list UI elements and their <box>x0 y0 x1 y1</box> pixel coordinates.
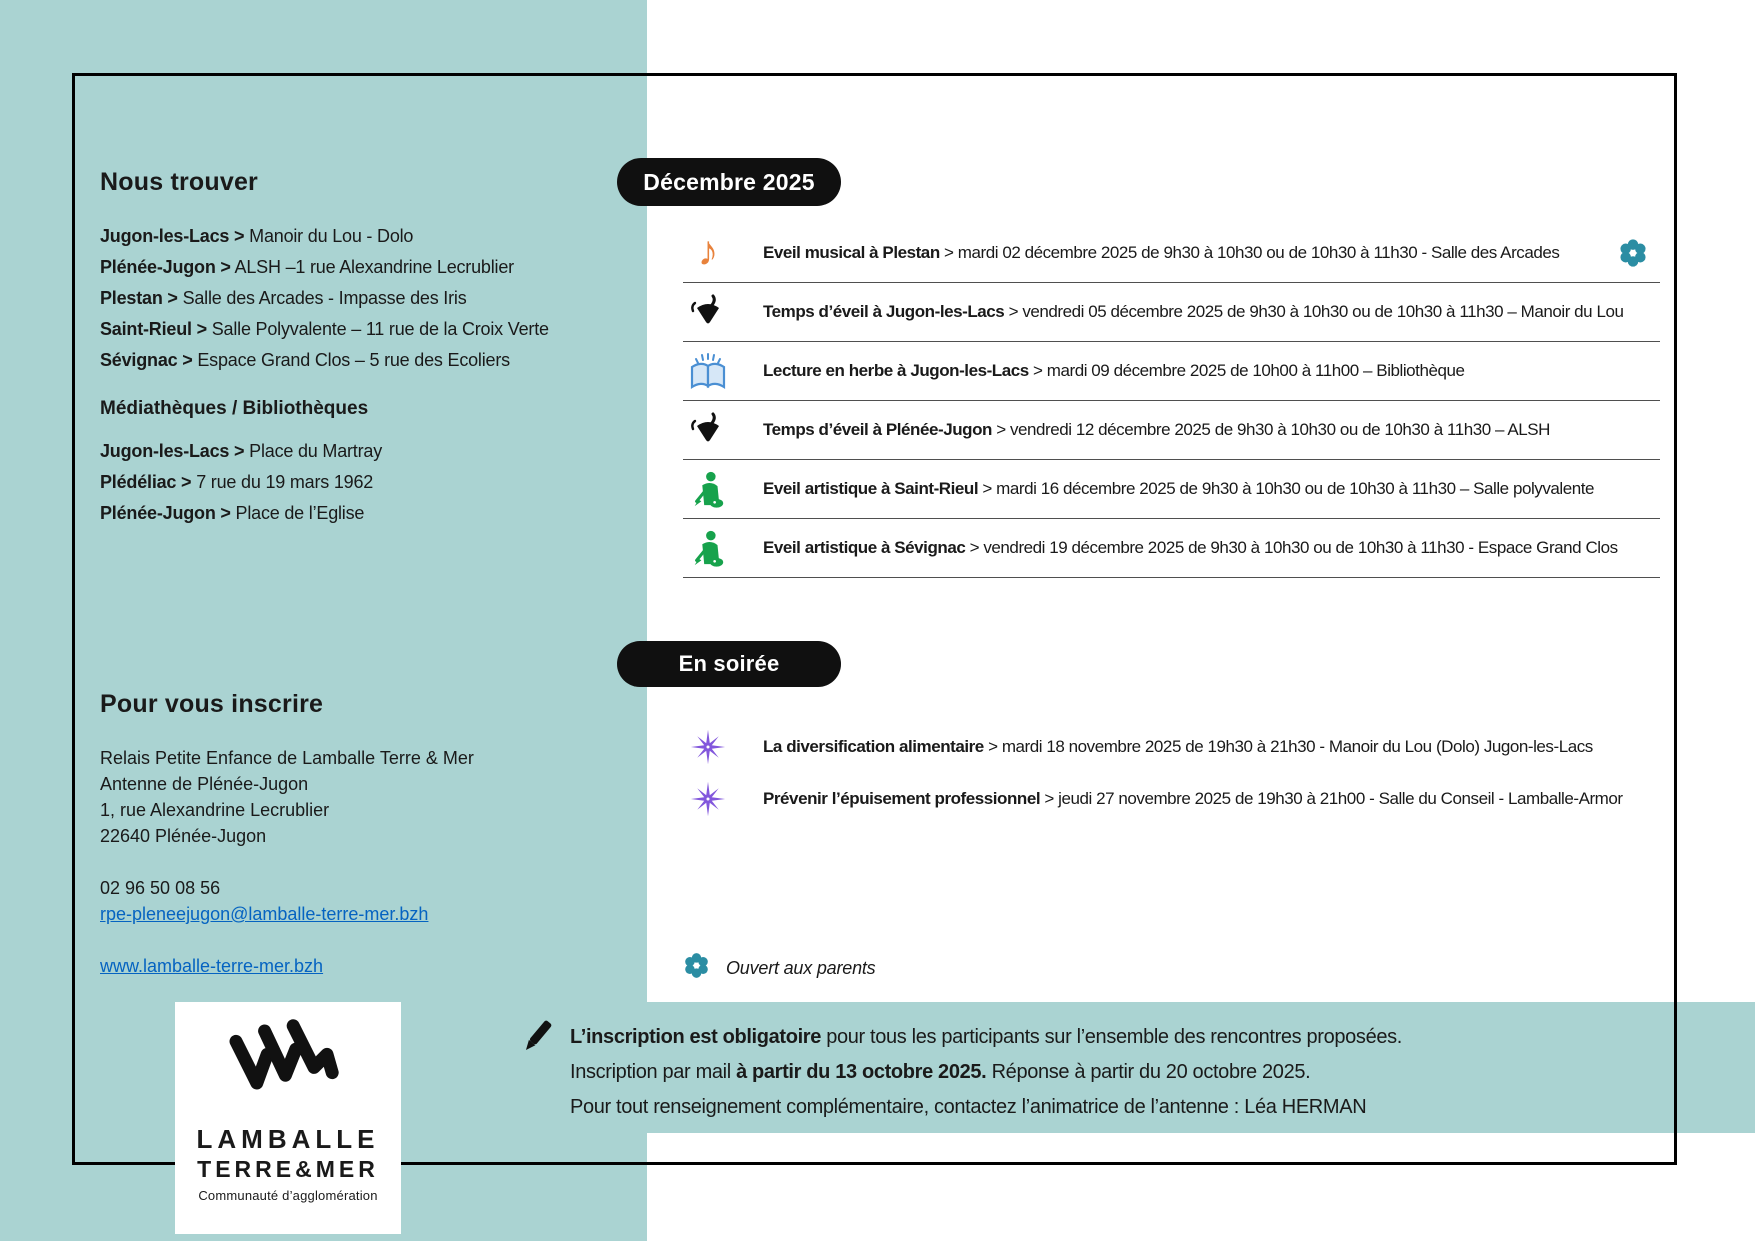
phone-number: 02 96 50 08 56 <box>100 878 221 898</box>
music-note-icon: ♪ <box>697 227 719 274</box>
event-details: > mardi 18 novembre 2025 de 19h30 à 21h30 - Manoir du Lou (Dolo) Jugon-les-Lacs <box>988 737 1593 756</box>
note-bold-text: L’inscription est obligatoire <box>570 1026 821 1048</box>
address-line: 22640 Plénée-Jugon <box>100 826 267 846</box>
location-detail: Espace Grand Clos – 5 rue des Ecoliers <box>197 350 510 370</box>
note-text: Pour tout renseignement complémentaire, contactez l’animatrice de l’antenne : Léa HERMAN <box>570 1096 1367 1118</box>
star-burst-icon <box>683 728 733 766</box>
agency-logo <box>175 1002 401 1234</box>
note-bold-text: à partir du 13 octobre 2025. <box>736 1061 987 1083</box>
legend-open-to-parents <box>683 952 875 984</box>
event-row <box>683 342 1660 401</box>
event-details: > mardi 09 décembre 2025 de 10h00 à 11h00 – Bibliothèque <box>1033 361 1465 380</box>
legend-label: Ouvert aux parents <box>726 957 876 978</box>
address-line: 1, rue Alexandrine Lecrublier <box>100 800 330 820</box>
address-line: Antenne de Plénée-Jugon <box>100 774 309 794</box>
lamballe-logo-mark <box>208 1018 368 1122</box>
location-row <box>100 345 620 376</box>
library-detail: Place de l’Eglise <box>235 503 365 523</box>
location-place: Saint-Rieul > <box>100 319 207 339</box>
note-line <box>570 1020 1530 1055</box>
library-detail: 7 rue du 19 mars 1962 <box>196 472 374 492</box>
library-place: Jugon-les-Lacs > <box>100 441 245 461</box>
libraries-section <box>100 398 620 529</box>
location-detail: Salle des Arcades - Impasse des Iris <box>182 288 467 308</box>
address-block <box>100 745 620 979</box>
event-title: Temps d’éveil à Jugon-les-Lacs <box>763 302 1005 321</box>
note-text: Réponse à partir du 20 octobre 2025. <box>986 1061 1311 1083</box>
event-row <box>683 283 1660 342</box>
logo-text-lamballe: LAMBALLE <box>196 1124 380 1154</box>
event-title: Eveil musical à Plestan <box>763 243 940 262</box>
evening-events-list <box>683 721 1660 825</box>
event-title: Eveil artistique à Sévignac <box>763 538 966 557</box>
painter-icon <box>683 469 733 509</box>
spacer <box>100 849 620 875</box>
library-row <box>100 498 620 529</box>
location-place: Plénée-Jugon > <box>100 257 231 277</box>
location-row <box>100 221 620 252</box>
library-row <box>100 436 620 467</box>
logo-text-terre-mer: TERRE&MER <box>197 1156 379 1182</box>
register-heading: Pour vous inscrire <box>100 690 324 718</box>
find-us-heading: Nous trouver <box>100 168 258 196</box>
library-detail: Place du Martray <box>249 441 383 461</box>
spinning-top-icon <box>683 292 733 332</box>
event-row <box>683 519 1660 578</box>
register-section <box>100 690 620 979</box>
event-row <box>683 224 1660 283</box>
open-book-icon <box>683 350 733 392</box>
painter-icon <box>683 528 733 568</box>
location-place: Sévignac > <box>100 350 193 370</box>
event-title: Prévenir l’épuisement professionnel <box>763 789 1041 808</box>
event-details: > vendredi 05 décembre 2025 de 9h30 à 10h30 ou de 10h30 à 11h30 – Manoir du Lou <box>1008 302 1624 321</box>
event-row <box>683 460 1660 519</box>
location-place: Jugon-les-Lacs > <box>100 226 245 246</box>
email-link[interactable]: rpe-pleneejugon@lamballe-terre-mer.bzh <box>100 904 429 924</box>
library-row <box>100 467 620 498</box>
event-row <box>683 721 1660 773</box>
event-row <box>683 773 1660 825</box>
note-line <box>570 1055 1530 1090</box>
location-row <box>100 283 620 314</box>
library-place: Plénée-Jugon > <box>100 503 231 523</box>
star-burst-icon <box>683 780 733 818</box>
note-line <box>570 1090 1530 1125</box>
find-us-section <box>100 168 620 376</box>
month-pill: Décembre 2025 <box>617 158 841 206</box>
december-events-list <box>683 224 1660 578</box>
event-details: > jeudi 27 novembre 2025 de 19h30 à 21h00 - Salle du Conseil - Lamballe-Armor <box>1044 789 1623 808</box>
location-detail: Salle Polyvalente – 11 rue de la Croix Verte <box>211 319 549 339</box>
event-details: > mardi 02 décembre 2025 de 9h30 à 10h30 ou de 10h30 à 11h30 - Salle des Arcades <box>944 243 1560 262</box>
location-place: Plestan > <box>100 288 178 308</box>
libraries-heading: Médiathèques / Bibliothèques <box>100 398 369 419</box>
location-detail: ALSH –1 rue Alexandrine Lecrublier <box>234 257 514 277</box>
location-row <box>100 314 620 345</box>
registration-note <box>570 1020 1530 1125</box>
event-title: Eveil artistique à Saint-Rieul <box>763 479 979 498</box>
library-place: Plédéliac > <box>100 472 192 492</box>
pencil-icon <box>512 1014 560 1067</box>
spinning-top-icon <box>683 410 733 450</box>
event-details: > vendredi 12 décembre 2025 de 9h30 à 10h30 ou de 10h30 à 11h30 – ALSH <box>996 420 1550 439</box>
location-detail: Manoir du Lou - Dolo <box>249 226 414 246</box>
note-text: Inscription par mail <box>570 1061 737 1083</box>
evening-pill: En soirée <box>617 641 841 687</box>
open-to-parents-flower-icon <box>1618 238 1648 268</box>
address-line: Relais Petite Enfance de Lamballe Terre & Mer <box>100 748 474 768</box>
flower-icon <box>683 952 710 984</box>
event-title: Lecture en herbe à Jugon-les-Lacs <box>763 361 1029 380</box>
event-title: La diversification alimentaire <box>763 737 984 756</box>
event-title: Temps d’éveil à Plénée-Jugon <box>763 420 992 439</box>
event-details: > mardi 16 décembre 2025 de 9h30 à 10h30 ou de 10h30 à 11h30 – Salle polyvalente <box>982 479 1595 498</box>
event-row <box>683 401 1660 460</box>
spacer <box>100 927 620 953</box>
event-details: > vendredi 19 décembre 2025 de 9h30 à 10h30 ou de 10h30 à 11h30 - Espace Grand Clos <box>969 538 1618 557</box>
location-row <box>100 252 620 283</box>
note-text: pour tous les participants sur l’ensemble des rencontres proposées. <box>821 1026 1402 1048</box>
website-link[interactable]: www.lamballe-terre-mer.bzh <box>100 956 324 976</box>
logo-tagline: Communauté d’agglomération <box>198 1188 378 1203</box>
